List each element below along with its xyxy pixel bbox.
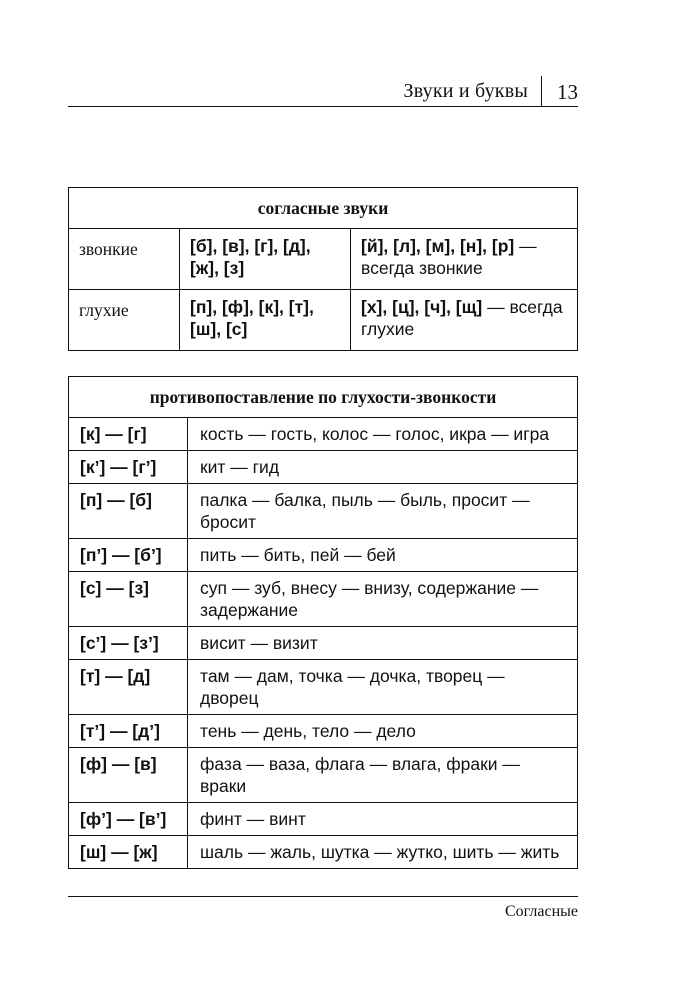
sound-pair: [ш] — [ж] (69, 836, 188, 869)
consonants-table-title: согласные звуки (69, 188, 578, 229)
table-row (69, 660, 578, 715)
header-separator (541, 76, 542, 106)
unpaired-sounds (351, 290, 578, 351)
unpaired-note: — всегда глухие (361, 297, 563, 339)
table-row (69, 748, 578, 803)
footer-rule (68, 896, 578, 897)
sound-pair: [с’] — [з’] (69, 627, 188, 660)
example-words: суп — зуб, внесу — внизу, содержание — задержание (188, 572, 578, 627)
example-words: финт — винт (188, 803, 578, 836)
section-footer: Согласные (504, 903, 578, 920)
sound-pair: [п] — [б] (69, 484, 188, 539)
example-words: там — дам, точка — дочка, творец — дворец (188, 660, 578, 715)
sound-pair: [к] — [г] (69, 418, 188, 451)
table-row (69, 715, 578, 748)
table-row (69, 539, 578, 572)
table-row (69, 229, 578, 290)
paired-sounds: [п], [ф], [к], [т], [ш], [с] (180, 290, 351, 351)
sound-pair: [п’] — [б’] (69, 539, 188, 572)
example-words: пить — бить, пей — бей (188, 539, 578, 572)
sound-pair: [т] — [д] (69, 660, 188, 715)
table-row (69, 451, 578, 484)
sound-pair: [к’] — [г’] (69, 451, 188, 484)
table-row (69, 290, 578, 351)
sound-pair: [ф’] — [в’] (69, 803, 188, 836)
sound-pair: [т’] — [д’] (69, 715, 188, 748)
example-words: кость — гость, колос — голос, икра — игра (188, 418, 578, 451)
running-header (68, 76, 578, 107)
example-words: палка — балка, пыль — быль, просит — бросит (188, 484, 578, 539)
table-row (69, 803, 578, 836)
chapter-title: Звуки и буквы (403, 80, 528, 102)
opposition-table-title: противопоставление по глухости-звонкости (69, 377, 578, 418)
page-number: 13 (557, 80, 578, 104)
table-row (69, 627, 578, 660)
example-words: шаль — жаль, шутка — жутко, шить — жить (188, 836, 578, 869)
table-row (69, 418, 578, 451)
voicing-opposition-table (68, 376, 578, 869)
paired-sounds: [б], [в], [г], [д], [ж], [з] (180, 229, 351, 290)
row-label: глухие (69, 290, 180, 351)
unpaired-sounds-list: [й], [л], [м], [н], [р] (361, 236, 515, 256)
unpaired-sounds-list: [х], [ц], [ч], [щ] (361, 297, 483, 317)
example-words: кит — гид (188, 451, 578, 484)
sound-pair: [ф] — [в] (69, 748, 188, 803)
consonants-table (68, 187, 578, 351)
table-row (69, 836, 578, 869)
example-words: фаза — ваза, флага — влага, фраки — враки (188, 748, 578, 803)
unpaired-sounds (351, 229, 578, 290)
table-row (69, 572, 578, 627)
table-row (69, 484, 578, 539)
example-words: висит — визит (188, 627, 578, 660)
sound-pair: [с] — [з] (69, 572, 188, 627)
row-label: звонкие (69, 229, 180, 290)
example-words: тень — день, тело — дело (188, 715, 578, 748)
unpaired-note: — всегда звонкие (361, 236, 537, 278)
